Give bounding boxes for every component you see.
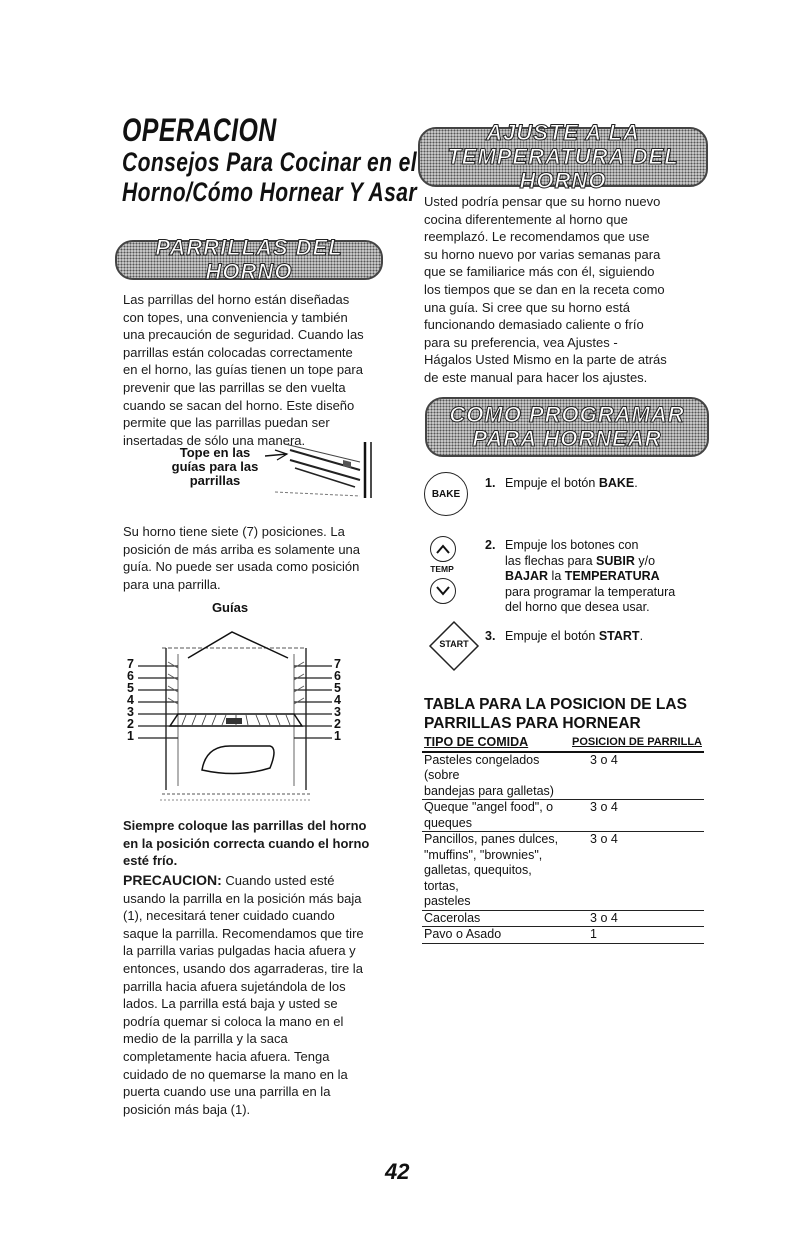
rack-numbers-left [127, 658, 134, 742]
rack-position-table [422, 735, 704, 944]
step-text [505, 476, 638, 492]
step-keyword: SUBIR [596, 553, 635, 568]
food-type-cell [422, 927, 570, 944]
rack-number: 7 [334, 657, 341, 671]
banner-oven-racks [115, 235, 383, 284]
banner-line: TEMPERATURA DEL HORNO [447, 144, 679, 193]
step-line [505, 569, 675, 585]
line: los tiempos que se dan en la receta como [424, 281, 665, 297]
line: insertadas de sólo una manera. [123, 432, 306, 448]
line: cuando se sacan del horno. Este diseño [123, 397, 355, 413]
step-line [505, 629, 643, 645]
header-rack-position: POSICION DE PARRILLA [572, 736, 702, 748]
step-number: 3. [485, 629, 496, 643]
step-line [505, 554, 675, 570]
table-body [422, 735, 704, 943]
line: para una parrilla. [123, 576, 221, 592]
line: permite que las parrillas puedan ser [123, 415, 330, 431]
rack-number: 5 [334, 681, 341, 695]
line: medio de la parrilla y la saca [123, 1031, 288, 1047]
rack-number: 2 [334, 717, 341, 731]
step-segment: las flechas para [505, 553, 597, 568]
line: usando la parrilla en la posición más baja [123, 890, 362, 906]
line: funcionando demasiado caliente o frío [424, 317, 644, 333]
step-segment: para programar la temperatura [505, 584, 676, 599]
step-line [505, 585, 675, 601]
step-keyword: TEMPERATURA [564, 569, 660, 583]
arrow-up-icon [436, 544, 450, 554]
rack-table-title [424, 695, 724, 733]
line: guías para las [171, 459, 259, 474]
table-header-row [422, 735, 704, 752]
rack-stop-label [160, 446, 270, 488]
step-text [505, 629, 643, 645]
line: parrillas están colocadas correctamente [123, 344, 353, 360]
table-row [422, 752, 704, 800]
banner-line: PARA HORNEAR [472, 426, 662, 451]
step-segment: y/o [634, 553, 656, 568]
line: en la posición correcta cuando el horno [123, 835, 370, 851]
subtitle-line-1: Consejos Para Cocinar en el [122, 147, 417, 177]
line: prevenir que las parrillas se den vuelta [123, 379, 346, 395]
caution-first-line [123, 872, 403, 890]
food-line: Pancillos, panes dulces, [424, 832, 559, 846]
temp-label: TEMP [430, 564, 454, 574]
caution-paragraph [123, 872, 403, 1118]
caution-label: PRECAUCION: [123, 872, 222, 888]
rack-number: 1 [334, 729, 341, 743]
rack-position-cell: 3 o 4 [590, 832, 618, 846]
line: Las parrillas del horno están diseñadas [123, 292, 350, 307]
rack-number: 3 [127, 705, 134, 719]
rack-number: 7 [127, 657, 134, 671]
food-line: pasteles [424, 894, 471, 908]
step-number: 1. [485, 476, 496, 490]
line: saque la parrilla. Recomendamos que tire [123, 925, 364, 941]
line: posición más baja (1). [123, 1101, 251, 1117]
line: entonces, usando dos agarraderas, tire la [123, 960, 363, 976]
food-type-cell [422, 800, 570, 832]
line: para su preferencia, vea Ajustes - [424, 334, 618, 350]
step-segment: Empuje el botón [505, 629, 599, 643]
line: reemplazó. Le recomendamos que use [424, 229, 650, 245]
rack-number: 2 [127, 717, 134, 731]
table-row [422, 927, 704, 944]
line: cuidado de no quemarse la mano en la [123, 1066, 348, 1082]
caution-first-text: Cuando usted esté [221, 873, 335, 888]
step-line [505, 538, 675, 554]
food-line: Pasteles congelados (sobre [424, 752, 540, 782]
arrow-down-icon [436, 586, 450, 596]
rack-position-cell: 3 o 4 [590, 800, 618, 814]
temp-up-button[interactable] [430, 536, 456, 562]
line: parrillas [189, 473, 241, 488]
line: (1), necesitará tener cuidado cuando [123, 908, 335, 924]
line: Su horno tiene siete (7) posiciones. La [123, 524, 345, 539]
banner-temperature-adjust [418, 120, 708, 193]
step-segment: del horno que desea usar. [505, 600, 650, 614]
banner-line: AJUSTE A LA [486, 120, 640, 145]
food-type-cell [422, 832, 570, 911]
start-button[interactable] [428, 620, 480, 672]
line: posición de más arriba es solamente una [123, 541, 361, 557]
line: con topes, una conveniencia y también [123, 309, 348, 325]
line: que se familiarice más con él, siguiendo [424, 264, 655, 280]
line: Hágalos Usted Mismo en la parte de atrás [424, 352, 667, 368]
rack-number: 5 [127, 681, 134, 695]
food-line: galletas, quequitos, tortas, [424, 863, 532, 893]
line: su horno nuevo por varias semanas para [424, 246, 661, 262]
table-row [422, 910, 704, 927]
step-line [505, 476, 638, 492]
food-line: Pavo o Asado [424, 927, 502, 941]
line: una guía. Si cree que su horno está [424, 299, 630, 315]
line: parrilla hacia afuera sujetándola de los [123, 978, 346, 994]
line: puerta cuando use una parrilla en la [123, 1084, 331, 1100]
food-line: Queque "angel food", o [424, 800, 554, 814]
temperature-paragraph [424, 193, 714, 387]
step-keyword: START [598, 629, 640, 643]
oven-guides-illustration [120, 618, 350, 803]
rack-number: 1 [127, 729, 134, 743]
bake-button[interactable]: BAKE [424, 472, 468, 516]
line: podría quemar si coloca la mano en el [123, 1013, 344, 1029]
rack-position-cell: 3 o 4 [590, 910, 618, 925]
rack-numbers-right [334, 658, 341, 742]
rack-number: 3 [334, 705, 341, 719]
rack-position-cell: 3 o 4 [590, 752, 618, 767]
food-line: Cacerolas [424, 910, 481, 925]
line: lados. La parrilla está baja y usted se [123, 996, 338, 1012]
rack-number: 6 [127, 669, 134, 683]
step-text [505, 538, 675, 616]
guides-label: Guías [211, 600, 249, 615]
racks-paragraph [123, 291, 393, 449]
start-button-label: START [439, 639, 469, 649]
rack-number: 4 [127, 693, 134, 707]
step-segment: Empuje los botones con [505, 538, 639, 552]
line: una precaución de seguridad. Cuando las [123, 327, 364, 343]
food-line: "muffins", "brownies", [424, 847, 543, 862]
step-number: 2. [485, 538, 496, 552]
step-segment: la [548, 569, 565, 583]
rack-number: 6 [334, 669, 341, 683]
rack-position-cell: 1 [590, 927, 597, 941]
header-food-type: TIPO DE COMIDA [424, 735, 529, 749]
line: guía. No puede ser usada como posición [123, 559, 360, 575]
line: de este manual para hacer los ajustes. [424, 369, 648, 385]
line: TABLA PARA LA POSICION DE LAS [424, 696, 687, 713]
rack-stop-illustration [265, 440, 390, 500]
line: completamente hacia afuera. Tenga [123, 1048, 330, 1064]
line: PARRILLAS PARA HORNEAR [424, 715, 641, 732]
banner-oven-racks-text: PARRILLAS DEL HORNO [155, 235, 343, 284]
line: Tope en las [179, 445, 251, 460]
line: Usted podría pensar que su horno nuevo [424, 194, 661, 209]
food-line: bandejas para galletas) [424, 783, 554, 798]
line: cocina diferentemente al horno que [424, 211, 628, 227]
temp-down-button[interactable] [430, 578, 456, 604]
page-number: 42 [385, 1159, 410, 1184]
food-type-cell [422, 752, 570, 800]
banner-line: COMO PROGRAMAR [449, 402, 685, 427]
rack-warning [123, 817, 403, 870]
subtitle-line-2: Horno/Cómo Hornear Y Asar [122, 177, 417, 207]
table-row [422, 832, 704, 911]
step-segment: Empuje el botón [505, 476, 599, 490]
line: en el horno, las guías tienen un tope para [123, 362, 363, 378]
line: la parrilla varias pulgadas hacia afuera y [123, 943, 356, 959]
section-title: OPERACION [122, 112, 277, 148]
line: Siempre coloque las parrillas del horno [123, 818, 367, 833]
positions-paragraph [123, 523, 393, 593]
step-segment: . [639, 629, 644, 643]
food-line: queques [424, 815, 472, 830]
table-row [422, 800, 704, 832]
line: esté frío. [123, 853, 178, 869]
food-type-cell [422, 910, 570, 927]
step-keyword: BAJAR [505, 569, 549, 583]
step-keyword: BAKE [598, 476, 635, 490]
step-line [505, 600, 675, 616]
rack-number: 4 [334, 693, 341, 707]
banner-bake-program [425, 397, 709, 457]
step-segment: . [634, 476, 638, 490]
